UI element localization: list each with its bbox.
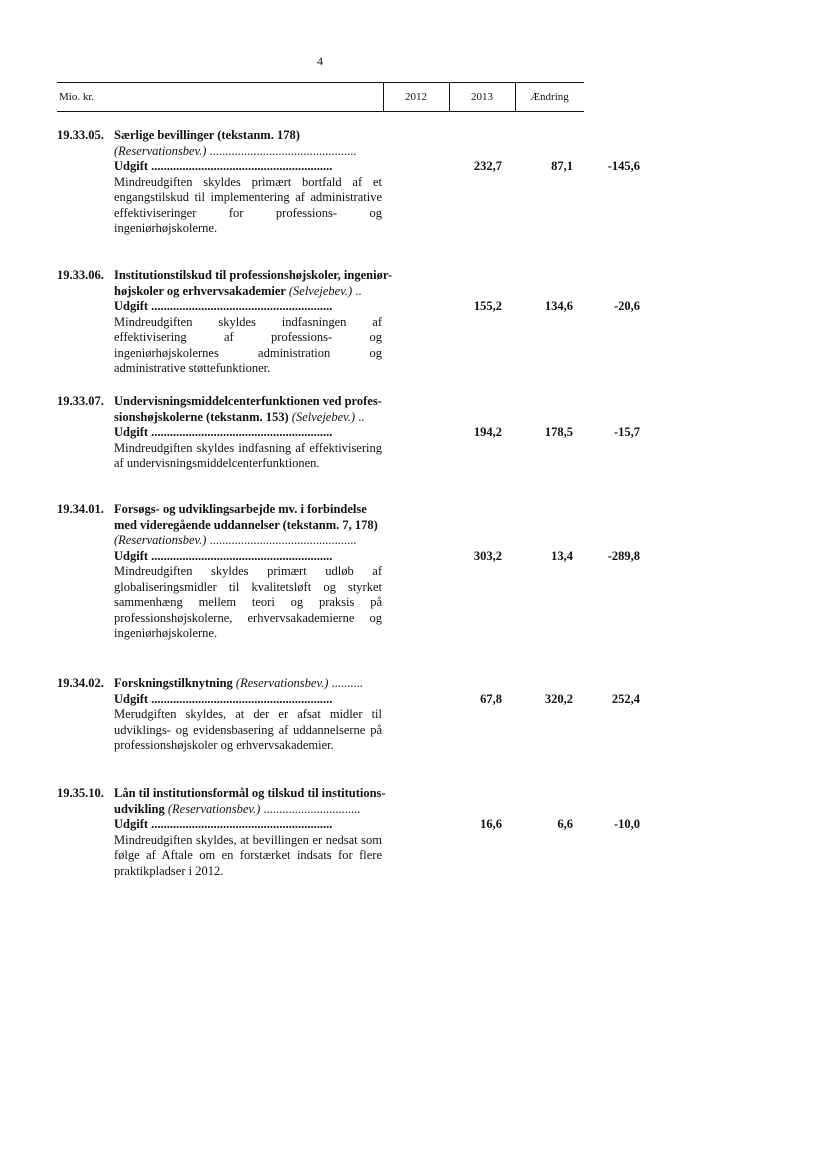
expense-row [114,548,640,565]
value-2012: 232,7 [473,159,502,173]
column-2012: 2012 [405,91,427,103]
value-change: -20,6 [613,299,640,313]
account-code: 19.33.06. [57,268,104,282]
entry-title: Forsøgs- og udviklingsarbejde mv. i forbindelse [114,502,367,516]
expense-row [114,159,640,175]
entry-description: Mindreudgiften skyldes, at bevillingen er nedsat som følge af Aftale om en forstærket indsats for flere praktikpladser i 2012. [114,832,382,878]
expense-label: Udgift .......................................................... [114,817,333,831]
entry-title-line2: højskoler og erhvervsakademier (Selvejebev.) .. [114,283,362,298]
expense-label: Udgift .......................................................... [114,159,333,173]
value-2013: 178,5 [544,425,573,439]
entry-title: Særlige bevillinger (tekstanm. 178) [114,128,300,142]
expense-label: Udgift .......................................................... [114,425,333,439]
account-code: 19.34.02. [57,676,104,690]
value-2012: 194,2 [473,425,502,439]
account-code: 19.35.10. [57,786,104,800]
entry-title: Lån til institutionsformål og tilskud til institutions- [114,786,386,800]
value-2013: 13,4 [551,548,573,563]
reservation-note: (Reservationsbev.) [114,533,207,547]
entry-description: Mindreudgiften skyldes indfasningen af effektivisering af professions- og ingeniørhøjskolernes administration og administrative støttefunktioner. [114,314,382,375]
value-2013: 6,6 [557,817,573,831]
budget-entry [57,786,640,879]
entry-title-line2: sionshøjskolerne (tekstanm. 153) (Selvejebev.) .. [114,409,365,424]
column-change: Ændring [530,91,569,103]
budget-entry [57,268,640,377]
value-2012: 155,2 [473,299,502,313]
page-number: 4 [317,54,323,68]
expense-row [114,425,640,441]
entry-title: Undervisningsmiddelcenterfunktionen ved profes- [114,394,382,408]
account-code: 19.33.07. [57,394,104,408]
account-code: 19.33.05. [57,128,104,142]
value-2012: 67,8 [480,691,502,706]
entry-title-line2: med videregående uddannelser (tekstanm. 7, 178) [114,517,378,532]
value-change: -289,8 [607,548,640,563]
expense-row [114,817,640,833]
entry-description: Merudgiften skyldes, at der er afsat midler til udviklings- og evidensbasering af uddannelserne på professionshøjskoler og erhvervsakademier. [114,707,382,752]
value-2012: 16,6 [480,817,502,831]
budget-entry [57,394,640,472]
reservation-note: (Selvejebev.) [291,409,356,424]
budget-entry [57,676,640,754]
reservation-note: (Reservationsbev.) [114,143,207,158]
value-change: 252,4 [611,691,640,706]
expense-label: Udgift .......................................................... [114,299,333,313]
entry-title: Forskningstilknytning (Reservationsbev.) .......... [114,676,363,690]
value-2013: 320,2 [544,691,573,706]
value-change: -15,7 [613,425,640,439]
value-2013: 87,1 [551,159,573,173]
table-header [57,82,584,112]
reservation-note: (Reservationsbev.) [235,676,329,690]
value-change: -10,0 [613,817,640,831]
entry-description: Mindreudgiften skyldes primært bortfald af et engangstilskud til implementering af administrative effektiviseringer for professions- og ingeniørhøjskolerne. [114,174,382,235]
unit-label: Mio. kr. [59,91,95,103]
entry-title-line2: udvikling (Reservationsbev.) ............................... [114,801,361,816]
entry-title-line3: (Reservationsbev.) ............................................... [114,533,357,547]
budget-entry [57,128,640,237]
entry-description: Mindreudgiften skyldes primært udløb af globaliseringsmidler til kvalitetsløft og styrket sammenhæng mellem teori og praksis på professionshøjskolerne, erhvervsakademierne og ingeniørhøjskolerne. [114,564,382,640]
entry-description: Mindreudgiften skyldes indfasning af effektivisering af undervisningsmiddelcenterfunktionen. [114,440,382,470]
value-2013: 134,6 [544,299,573,313]
budget-entry [57,502,640,642]
value-2012: 303,2 [473,548,502,563]
entry-title: Institutionstilskud til professionshøjskoler, ingeniør- [114,268,393,282]
reservation-note: (Reservationsbev.) [167,801,261,816]
expense-row [114,299,640,315]
expense-row [114,691,640,708]
expense-label: Udgift .......................................................... [114,691,333,706]
reservation-note: (Selvejebev.) [288,283,353,298]
account-code: 19.34.01. [57,502,104,516]
expense-label: Udgift .......................................................... [114,548,333,563]
value-change: -145,6 [607,159,640,173]
entry-title-line2: (Reservationsbev.) ............................................... [114,143,357,158]
column-2013: 2013 [471,91,493,103]
